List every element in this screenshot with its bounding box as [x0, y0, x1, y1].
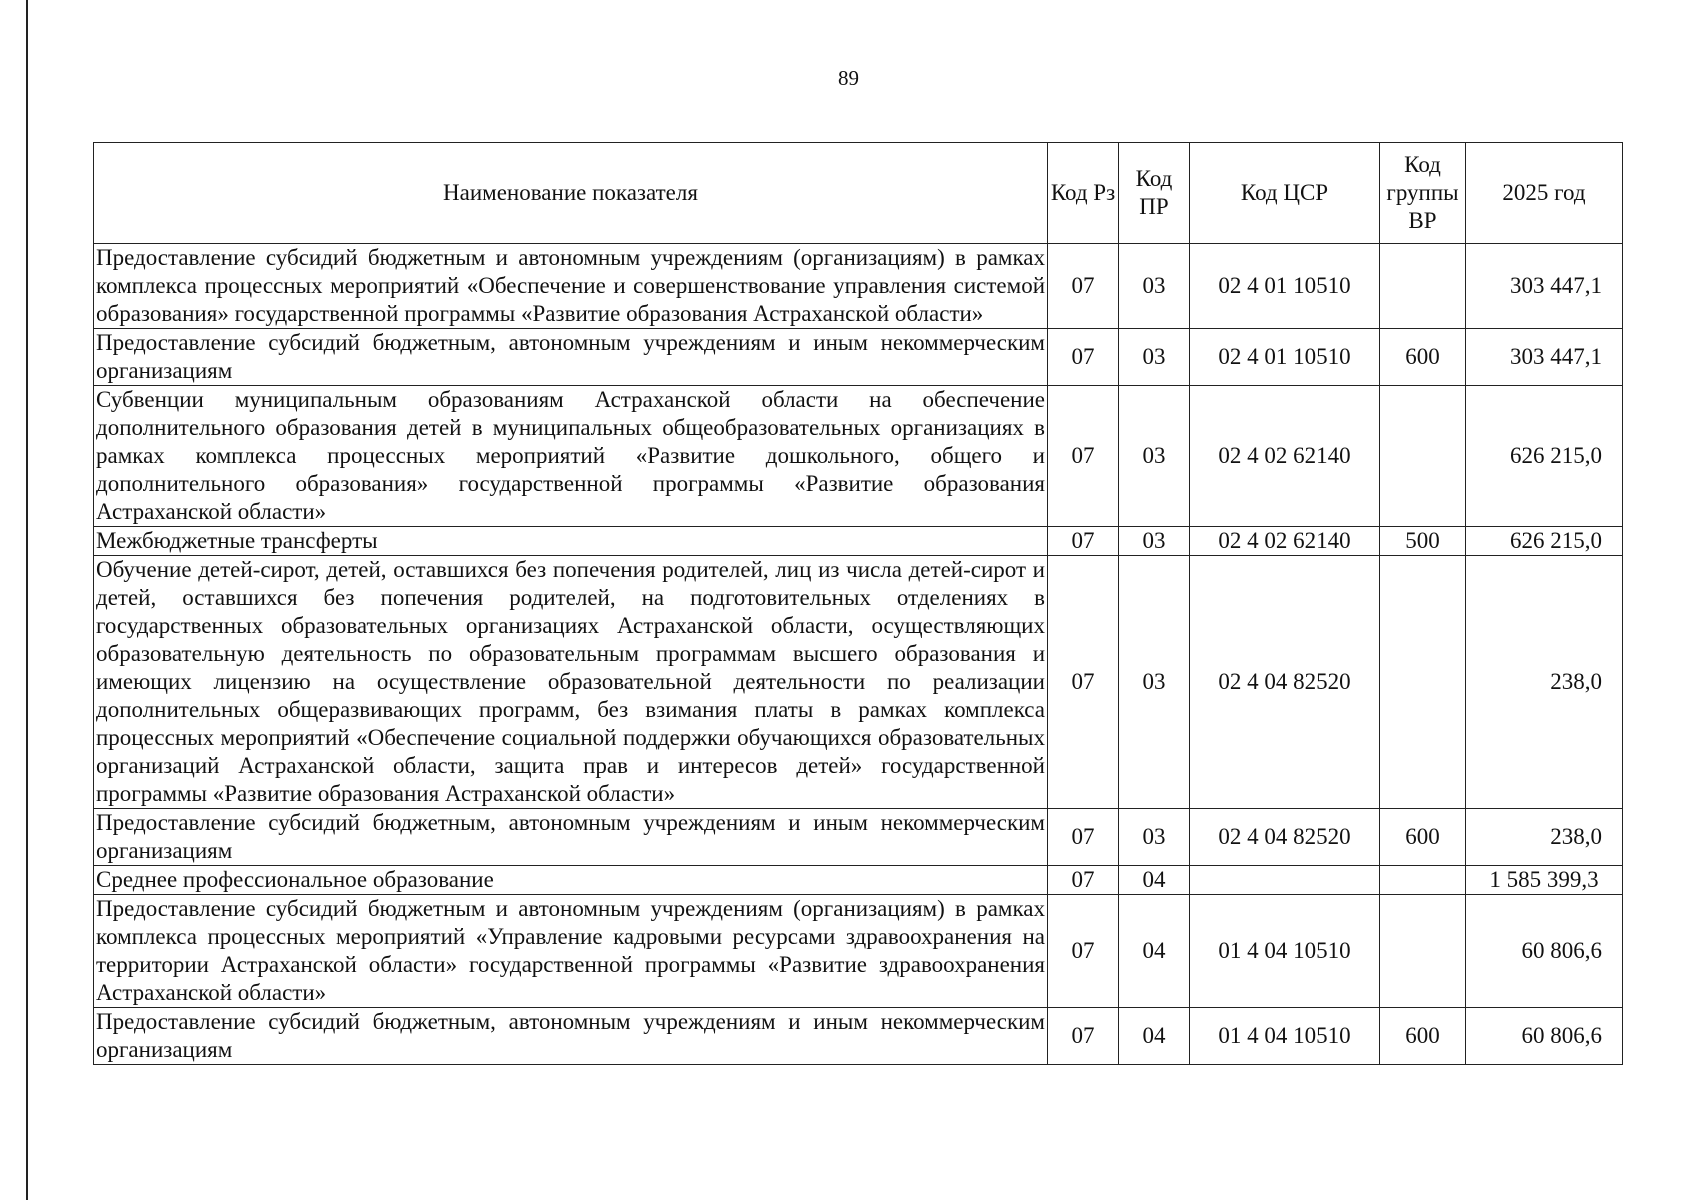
- table-header-row: [94, 143, 1623, 244]
- row-name: Среднее профессиональное образование: [94, 866, 1048, 895]
- row-vr: [1380, 386, 1466, 527]
- row-pr: 03: [1119, 527, 1190, 556]
- row-rz: 07: [1048, 866, 1119, 895]
- header-pr: Код ПР: [1119, 143, 1190, 244]
- row-rz: 07: [1048, 809, 1119, 866]
- row-csr: 02 4 01 10510: [1190, 329, 1380, 386]
- row-pr: 03: [1119, 556, 1190, 809]
- row-name: Предоставление субсидий бюджетным и автономным учреждениям (организациям) в рамках комплекса процессных мероприятий «Обеспечение и совершенствование управления системой образования» государственной программы «Развитие образования Астраханской области»: [94, 244, 1048, 329]
- row-sum: 1 585 399,3: [1466, 866, 1623, 895]
- budget-table: [93, 142, 1623, 1065]
- header-csr: Код ЦСР: [1190, 143, 1380, 244]
- row-sum: 238,0: [1466, 809, 1623, 866]
- row-vr: [1380, 866, 1466, 895]
- row-vr: [1380, 244, 1466, 329]
- row-vr: [1380, 556, 1466, 809]
- row-sum: 626 215,0: [1466, 386, 1623, 527]
- row-name: Предоставление субсидий бюджетным, автономным учреждениям и иным некоммерческим организациям: [94, 1008, 1048, 1065]
- table-row: [94, 329, 1623, 386]
- row-csr: [1190, 866, 1380, 895]
- row-rz: 07: [1048, 244, 1119, 329]
- header-year: 2025 год: [1466, 143, 1623, 244]
- row-csr: 02 4 02 62140: [1190, 386, 1380, 527]
- row-name: Предоставление субсидий бюджетным, автономным учреждениям и иным некоммерческим организациям: [94, 809, 1048, 866]
- row-sum: 626 215,0: [1466, 527, 1623, 556]
- row-sum: 60 806,6: [1466, 895, 1623, 1008]
- row-csr: 02 4 01 10510: [1190, 244, 1380, 329]
- row-name: Обучение детей-сирот, детей, оставшихся без попечения родителей, лиц из числа детей-сирот и детей, оставшихся без попечения родителей, на подготовительных отделениях в государственных образовательных организациях Астраханской области, осуществляющих образовательную деятельность по образовательным программам высшего образования и имеющих лицензию на осуществление образовательной деятельности по реализации дополнительных общеразвивающих программ, без взимания платы в рамках комплекса процессных мероприятий «Обеспечение социальной поддержки обучающихся образовательных организаций Астраханской области, защита прав и интересов детей» государственной программы «Развитие образования Астраханской области»: [94, 556, 1048, 809]
- row-name: Предоставление субсидий бюджетным, автономным учреждениям и иным некоммерческим организациям: [94, 329, 1048, 386]
- table-row: [94, 244, 1623, 329]
- table-row: [94, 895, 1623, 1008]
- row-rz: 07: [1048, 1008, 1119, 1065]
- row-csr: 02 4 04 82520: [1190, 556, 1380, 809]
- table-row: [94, 527, 1623, 556]
- scan-edge-line: [26, 0, 28, 1200]
- table-row: [94, 386, 1623, 527]
- row-name: Субвенции муниципальным образованиям Астраханской области на обеспечение дополнительного образования детей в муниципальных общеобразовательных организациях в рамках комплекса процессных мероприятий «Развитие дошкольного, общего и дополнительного образования» государственной программы «Развитие образования Астраханской области»: [94, 386, 1048, 527]
- row-rz: 07: [1048, 329, 1119, 386]
- row-pr: 04: [1119, 895, 1190, 1008]
- row-name: Предоставление субсидий бюджетным и автономным учреждениям (организациям) в рамках комплекса процессных мероприятий «Управление кадровыми ресурсами здравоохранения на территории Астраханской области» государственной программы «Развитие здравоохранения Астраханской области»: [94, 895, 1048, 1008]
- row-pr: 03: [1119, 329, 1190, 386]
- row-sum: 303 447,1: [1466, 244, 1623, 329]
- row-pr: 03: [1119, 244, 1190, 329]
- table-row: [94, 866, 1623, 895]
- row-rz: 07: [1048, 556, 1119, 809]
- row-pr: 04: [1119, 1008, 1190, 1065]
- row-pr: 04: [1119, 866, 1190, 895]
- row-rz: 07: [1048, 527, 1119, 556]
- row-rz: 07: [1048, 895, 1119, 1008]
- row-vr: 500: [1380, 527, 1466, 556]
- table-row: [94, 556, 1623, 809]
- row-rz: 07: [1048, 386, 1119, 527]
- row-vr: [1380, 895, 1466, 1008]
- row-sum: 238,0: [1466, 556, 1623, 809]
- row-vr: 600: [1380, 1008, 1466, 1065]
- row-vr: 600: [1380, 329, 1466, 386]
- header-rz: Код Рз: [1048, 143, 1119, 244]
- row-csr: 02 4 02 62140: [1190, 527, 1380, 556]
- row-sum: 60 806,6: [1466, 1008, 1623, 1065]
- row-csr: 01 4 04 10510: [1190, 895, 1380, 1008]
- header-vr: Код группы ВР: [1380, 143, 1466, 244]
- page-number: 89: [838, 66, 859, 90]
- row-sum: 303 447,1: [1466, 329, 1623, 386]
- row-pr: 03: [1119, 386, 1190, 527]
- table-row: [94, 809, 1623, 866]
- row-name: Межбюджетные трансферты: [94, 527, 1048, 556]
- row-csr: 02 4 04 82520: [1190, 809, 1380, 866]
- table-row: [94, 1008, 1623, 1065]
- row-csr: 01 4 04 10510: [1190, 1008, 1380, 1065]
- row-vr: 600: [1380, 809, 1466, 866]
- row-pr: 03: [1119, 809, 1190, 866]
- header-name: Наименование показателя: [94, 143, 1048, 244]
